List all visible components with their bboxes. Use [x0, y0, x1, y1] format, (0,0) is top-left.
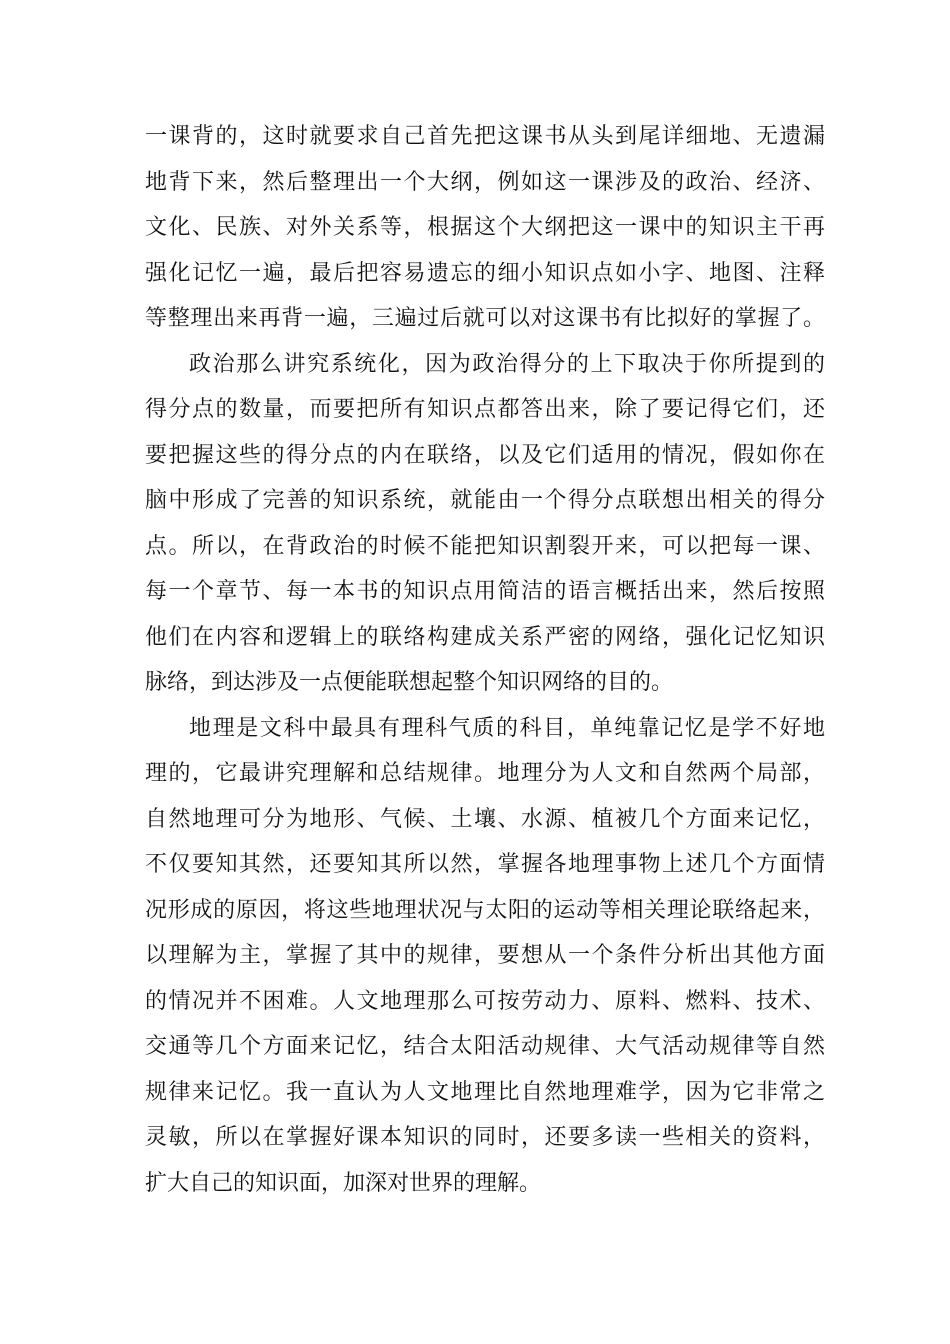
text-line: 的情况并不困难。人文地理那么可按劳动力、原料、燃料、技术、 [145, 988, 825, 1014]
text-line: 扩大自己的知识面，加深对世界的理解。 [145, 1170, 542, 1196]
text-line: 一课背的，这时就要求自己首先把这课书从头到尾详细地、无遗漏 [145, 124, 825, 149]
text-line: 交通等几个方面来记忆，结合太阳活动规律、大气活动规律等自然 [145, 1034, 825, 1059]
text-line: 以理解为主，掌握了其中的规律，要想从一个条件分析出其他方面 [145, 943, 825, 968]
paragraph [145, 114, 825, 342]
text-line: 他们在内容和逻辑上的联络构建成关系严密的网络，强化记忆知识 [145, 624, 825, 650]
paragraph [145, 342, 825, 706]
text-line: 强化记忆一遍，最后把容易遗忘的细小知识点如小字、地图、注释 [145, 260, 825, 286]
text-line: 地理是文科中最具有理科气质的科目，单纯靠记忆是学不好地 [189, 715, 825, 741]
text-line: 文化、民族、对外关系等，根据这个大纲把这一课中的知识主干再 [145, 215, 825, 240]
text-line: 脉络，到达涉及一点便能联想起整个知识网络的目的。 [145, 670, 674, 695]
text-line: 不仅要知其然，还要知其所以然，掌握各地理事物上述几个方面情 [145, 852, 825, 877]
text-line: 点。所以，在背政治的时候不能把知识割裂开来，可以把每一课、 [145, 533, 825, 559]
text-line: 地背下来，然后整理出一个大纲，例如这一课涉及的政治、经济、 [145, 169, 825, 195]
text-line: 况形成的原因，将这些地理状况与太阳的运动等相关理论联络起来， [145, 897, 825, 923]
text-line: 灵敏，所以在掌握好课本知识的同时，还要多读一些相关的资料， [145, 1125, 825, 1150]
text-line: 政治那么讲究系统化，因为政治得分的上下取决于你所提到的 [189, 351, 825, 377]
text-line: 要把握这些的得分点的内在联络，以及它们适用的情况，假如你在 [145, 442, 825, 468]
text-line: 自然地理可分为地形、气候、土壤、水源、植被几个方面来记忆， [145, 806, 825, 832]
text-line: 理的，它最讲究理解和总结规律。地理分为人文和自然两个局部， [145, 761, 825, 786]
text-line: 每一个章节、每一本书的知识点用简洁的语言概括出来，然后按照 [145, 579, 825, 604]
text-line: 得分点的数量，而要把所有知识点都答出来，除了要记得它们，还 [145, 397, 825, 422]
text-line: 等整理出来再背一遍，三遍过后就可以对这课书有比拟好的掌握了。 [145, 306, 825, 331]
text-line: 脑中形成了完善的知识系统，就能由一个得分点联想出相关的得分 [145, 488, 825, 513]
document-body [145, 114, 825, 1206]
paragraph [145, 706, 825, 1207]
text-line: 规律来记忆。我一直认为人文地理比自然地理难学，因为它非常之 [145, 1079, 825, 1105]
